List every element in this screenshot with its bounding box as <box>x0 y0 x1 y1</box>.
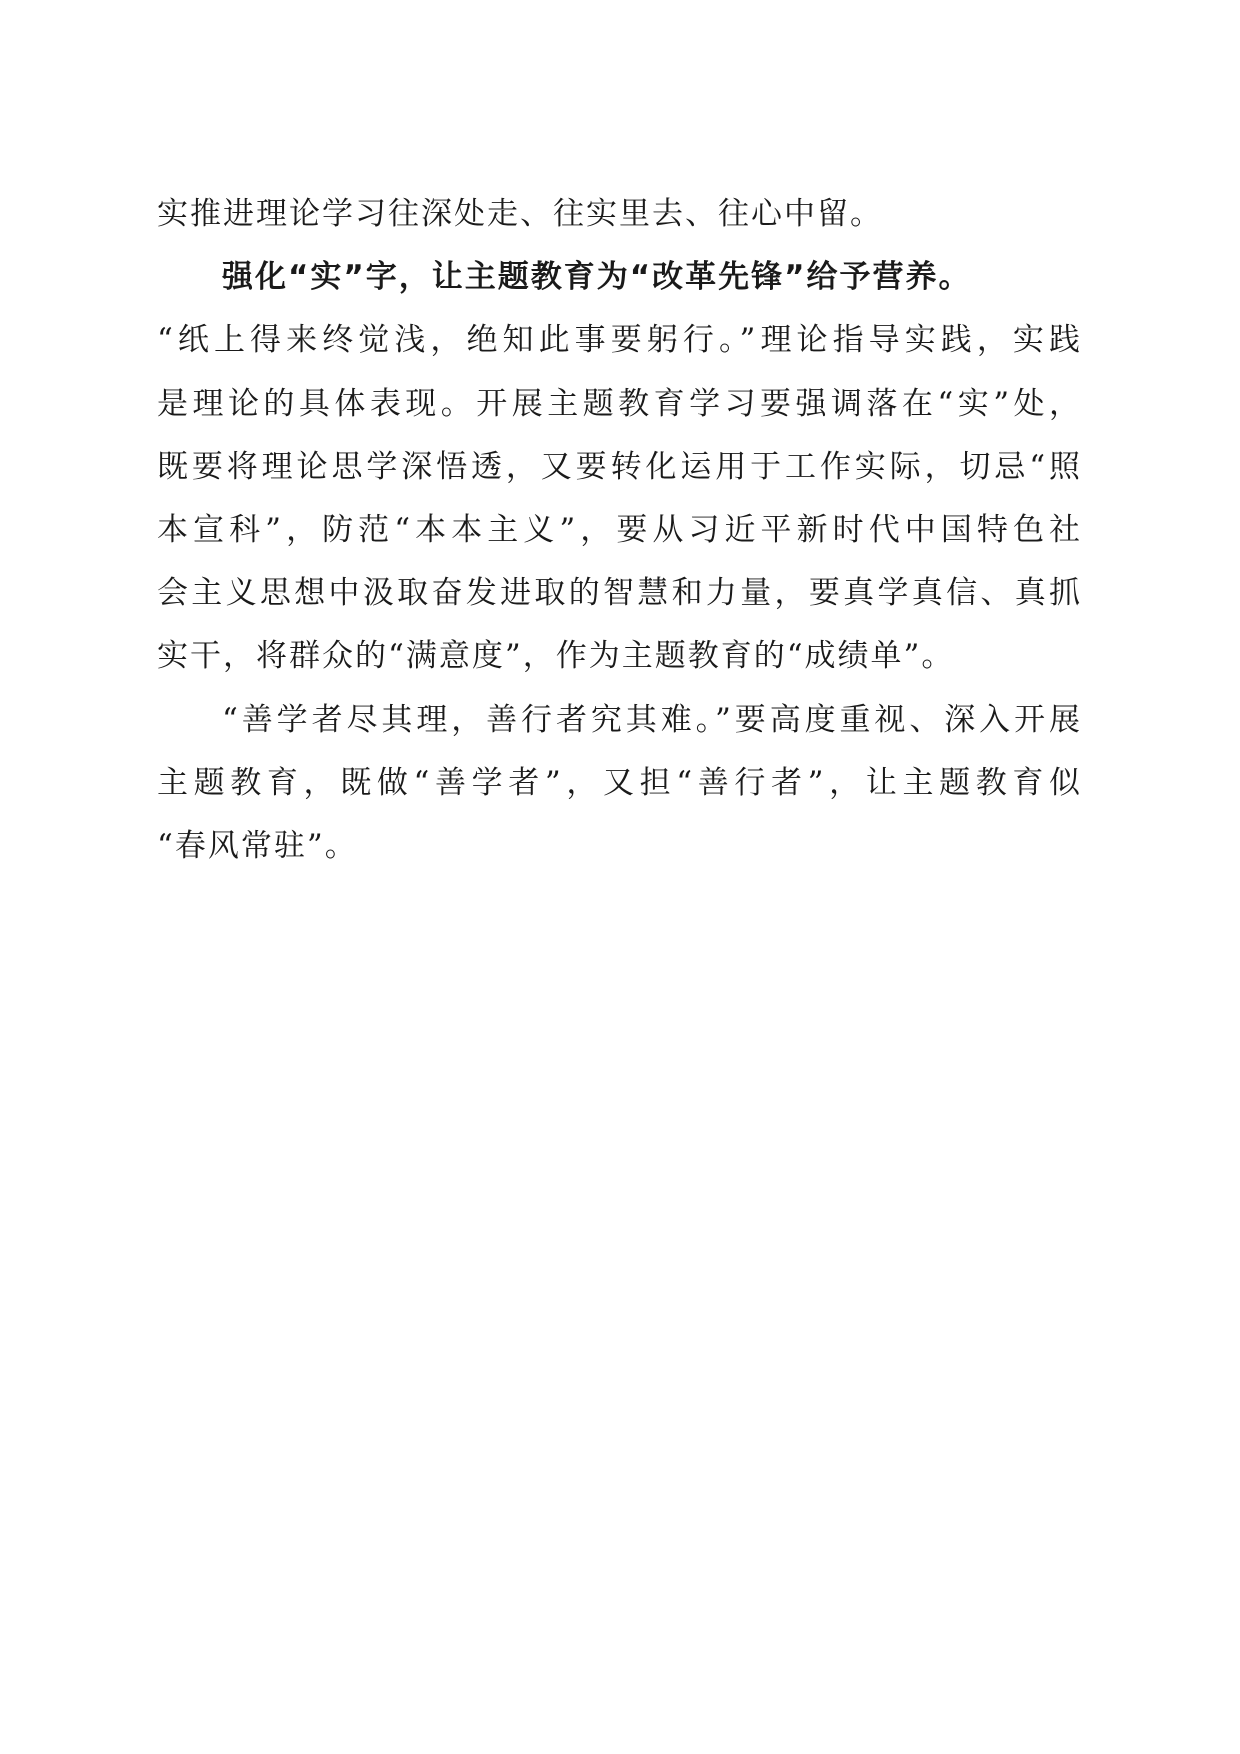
paragraph-line: 既要将理论思学深悟透，又要转化运用于工作实际，切忌“照 <box>157 448 1082 485</box>
paragraph-line: “善学者尽其理，善行者究其难。”要高度重视、深入开展 <box>222 701 1082 738</box>
paragraph-line: 实干，将群众的“满意度”，作为主题教育的“成绩单”。 <box>157 638 955 675</box>
document-body <box>157 183 1082 878</box>
section-heading: 强化“实”字，让主题教育为“改革先锋”给予营养。 <box>222 259 972 296</box>
paragraph-line: 本宣科”，防范“本本主义”，要从习近平新时代中国特色社 <box>157 511 1082 548</box>
paragraph-line: “春风常驻”。 <box>157 827 358 864</box>
paragraph-line: 主题教育，既做“善学者”，又担“善行者”，让主题教育似 <box>157 764 1082 801</box>
paragraph-line: 会主义思想中汲取奋发进取的智慧和力量，要真学真信、真抓 <box>157 575 1082 612</box>
paragraph-line: 是理论的具体表现。开展主题教育学习要强调落在“实”处， <box>157 385 1082 422</box>
paragraph-line: 实推进理论学习往深处走、往实里去、往心中留。 <box>157 196 883 232</box>
paragraph-line: “纸上得来终觉浅，绝知此事要躬行。”理论指导实践，实践 <box>157 322 1082 359</box>
